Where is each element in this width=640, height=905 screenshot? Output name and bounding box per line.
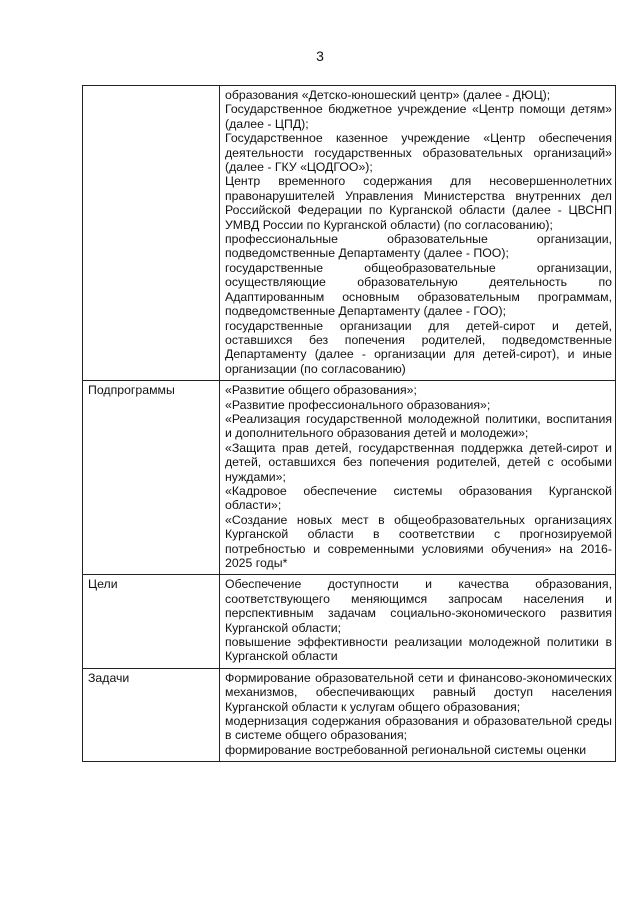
list-item: государственные общеобразовательные организации, осуществляющие образовательную деятельность по Адаптированным основным образовательным программам, подведомственные Департаменту (далее - ГОО); bbox=[225, 260, 612, 319]
row-label: Задачи bbox=[83, 668, 220, 761]
list-item: Государственное казенное учреждение «Центр обеспечения деятельности государственных образовательных организаций» (далее - ГКУ «ЦОДГОО»); bbox=[225, 131, 612, 175]
list-item: Государственное бюджетное учреждение «Центр помощи детям» (далее - ЦПД); bbox=[225, 102, 612, 131]
list-item: государственные организации для детей-сирот и детей, оставшихся без попечения родителей, подведомственные Департаменту (далее - организации для детей-сирот), и иные организации (по согласованию) bbox=[225, 318, 612, 376]
list-item: Формирование образовательной сети и финансово-экономических механизмов, обеспечивающих равный доступ населения Курганской области к услугам общего образования; bbox=[225, 670, 612, 714]
list-item: «Защита прав детей, государственная поддержка детей-сирот и детей, оставшихся без попечения родителей, детей с особыми нуждами»; bbox=[225, 440, 612, 484]
row-content bbox=[220, 381, 616, 575]
list-item: Центр временного содержания для несовершеннолетних правонарушителей Управления Министерства внутренних дел Российской Федерации по Курганской области (далее - ЦВСНП УМВД России по Курганской области) (по согласованию); bbox=[225, 174, 612, 232]
list-item: «Развитие профессионального образования»; bbox=[225, 397, 491, 412]
list-item: профессиональные образовательные организации, подведомственные Департаменту (далее - ПОО); bbox=[225, 232, 612, 261]
table-row-participants bbox=[83, 86, 616, 381]
row-content bbox=[220, 668, 616, 761]
list-item: формирование востребованной региональной системы оценки bbox=[225, 742, 587, 757]
row-label: Подпрограммы bbox=[83, 381, 220, 575]
list-item: повышение эффективности реализации молодежной политики в Курганской области bbox=[225, 635, 612, 664]
list-item: «Развитие общего образования»; bbox=[225, 383, 417, 398]
list-item: «Реализация государственной молодежной политики, воспитания и дополнительного образования детей и молодежи»; bbox=[225, 411, 612, 441]
list-item: Обеспечение доступности и качества образования, соответствующего меняющимся запросам населения и перспективным задачам социально-экономического развития Курганской области; bbox=[225, 577, 612, 635]
row-label: Цели bbox=[83, 575, 220, 668]
program-passport-table bbox=[82, 85, 616, 762]
row-content bbox=[220, 575, 616, 668]
table-row-tasks bbox=[83, 668, 616, 761]
table-row-goals bbox=[83, 575, 616, 668]
list-item: образования «Детско-юношеский центр» (далее - ДЮЦ); bbox=[225, 88, 551, 102]
page-number: 3 bbox=[316, 48, 324, 64]
list-item: «Создание новых мест в общеобразовательных организациях Курганской области в соответствии с прогнозируемой потребностью и современными условиями обучения» на 2016-2025 годы* bbox=[225, 512, 612, 570]
row-label bbox=[83, 86, 220, 381]
row-content bbox=[220, 86, 616, 381]
list-item: «Кадровое обеспечение системы образования Курганской области»; bbox=[225, 483, 612, 513]
list-item: модернизация содержания образования и образовательной среды в системе общего образования; bbox=[225, 714, 612, 743]
table-row-subprograms bbox=[83, 381, 616, 575]
